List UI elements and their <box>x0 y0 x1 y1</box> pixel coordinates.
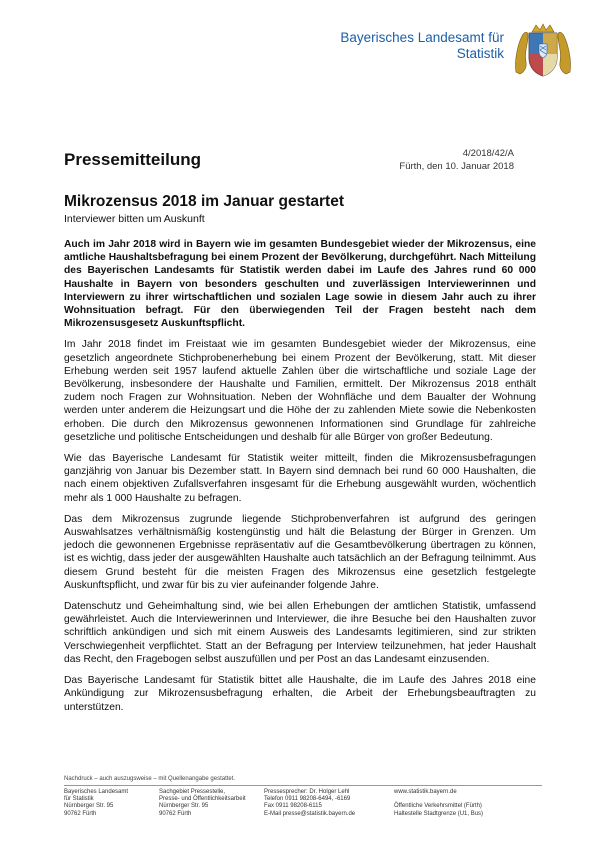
body-paragraph: Datenschutz und Geheimhaltung sind, wie bei allen Erhebungen der amtlichen Statistik, umfassend gewährleistet. Auch die Interviewerinnen und Interviewer, die ihre Besuche bei den Haushalten zuvor schriftlich ankündigen und sich mit einem Ausweis des Landesamts legitimieren, sind zur strikten Verschwiegenheit verpflichtet. Statt an der Befragung per Interview teilzunehmen, hat jeder Haushalt das Recht, den Fragebogen selbst auszufüllen und per Post an das Landesamt einzusenden. <box>64 601 536 665</box>
reprint-note: Nachdruck – auch auszugsweise – mit Quellenangabe gestattet. <box>64 776 236 782</box>
footer <box>64 785 542 818</box>
footer-line: Fax 0911 98208-6115 <box>264 803 322 810</box>
footer-line: Pressesprecher: Dr. Holger Lehl <box>264 789 350 795</box>
agency-name-line2: Statistik <box>456 46 504 61</box>
coat-of-arms-logo <box>512 22 574 78</box>
subtitle: Interviewer bitten um Auskunft <box>64 213 205 225</box>
release-place-date: Fürth, den 10. Januar 2018 <box>399 161 514 172</box>
footer-line: Öffentliche Verkehrsmittel (Fürth) <box>394 803 482 810</box>
footer-line: 90762 Fürth <box>159 810 192 817</box>
agency-name <box>340 30 504 62</box>
footer-line: Nürnberger Str. 95 <box>64 803 114 810</box>
footer-line: 90762 Fürth <box>64 810 97 817</box>
footer-line: Telefon 0911 98208-6494, -6169 <box>264 796 351 803</box>
body-paragraph: Das dem Mikrozensus zugrunde liegende Stichprobenverfahren ist aufgrund des geringen Auswahlsatzes verhältnismäßig kostengünstig und hält die Belastung der Bürger in Grenzen. Um jedoch die gewonnenen Ergebnisse repräsentativ auf die Gesamtbevölkerung übertragen zu können, ist es wichtig, dass jeder der ausgewählten Haushalte auch tatsächlich an der Befragung teilnimmt. Aus diesem Grund besteht für die meisten Fragen des Mikrozensus eine gesetzlich festgelegte Auskunftspflicht, und zwar für bis zu vier aufeinander folgende Jahre. <box>64 513 536 591</box>
footer-web-transport <box>394 789 542 818</box>
body-paragraph: Das Bayerische Landesamt für Statistik bittet alle Haushalte, die im Laufe des Jahres 2018 eine Ankündigung zur Mikrozensusbefragung erhalten, die Arbeit der Erhebungsbeauftragten zu unterstützen. <box>64 675 536 713</box>
footer-website-link[interactable]: www.statistik.bayern.de <box>394 789 457 795</box>
release-meta <box>399 147 514 173</box>
footer-line: E-Mail presse@statistik.bayern.de <box>264 810 356 817</box>
body-paragraph: Wie das Bayerische Landesamt für Statistik weiter mitteilt, finden die Mikrozensusbefragungen ganzjährig von Januar bis Dezember statt. In Bayern sind demnach bei rund 60 000 Haushalten, die nach einem objektiven Zufallsverfahren insgesamt für die Erhebung ausgewählt wurden, wöchentlich mehr als 1 000 Haushalte zu befragen. <box>64 453 536 504</box>
footer-contact <box>264 789 394 818</box>
release-number: 4/2018/42/A <box>462 148 514 159</box>
footer-line: Haltestelle Stadtgrenze (U1, Bus) <box>394 810 484 817</box>
agency-name-line1: Bayerisches Landesamt für <box>340 30 504 45</box>
page-title: Pressemitteilung <box>64 150 201 169</box>
footer-line: Nürnberger Str. 95 <box>159 803 209 810</box>
article-body <box>64 238 536 714</box>
headline: Mikrozensus 2018 im Januar gestartet <box>64 193 344 210</box>
body-paragraph: Im Jahr 2018 findet im Freistaat wie im gesamten Bundesgebiet wieder der Mikrozensus, eine gesetzlich angeordnete Stichprobenerhebung bei einem Prozent der Bevölkerung, statt. Mit dieser Erhebung werden seit 1957 laufend aktuelle Zahlen über die wirtschaftliche und soziale Lage der Bevölkerung, insbesondere der Haushalte und Familien, ermittelt. Der Mikrozensus 2018 enthält zudem noch Fragen zur Wohnsituation. Neben der Wohnfläche und dem Baualter der Wohnung werden unter anderem die Heizungsart und die Höhe der zu zahlenden Miete sowie die Nebenkosten erhoben. Die durch den Mikrozensus gewonnenen Informationen sind Grundlage für zahlreiche gesetzliche und politische Entscheidungen und deshalb für alle Bürger von großer Bedeutung. <box>64 339 536 443</box>
footer-line: Sachgebiet Pressestelle, <box>159 789 226 795</box>
footer-line: für Statistik <box>64 796 94 803</box>
footer-address <box>64 789 159 818</box>
footer-line: Presse- und Öffentlichkeitsarbeit <box>159 796 246 803</box>
lead-paragraph: Auch im Jahr 2018 wird in Bayern wie im gesamten Bundesgebiet wieder der Mikrozensus, eine amtliche Haushaltsbefragung bei einem Prozent der Bevölkerung, durchgeführt. Nach Mitteilung des Bayerischen Landesamts für Statistik werden dabei im Laufe des Jahres rund 60 000 Haushalte in Bayern von besonders geschulten und zuverlässigen Interviewerinnen und Interviewern zu ihrer wirtschaftlichen und sozialen Lage sowie in diesem Jahr auch zu ihrer Wohnsituation befragt. Für den überwiegenden Teil der Fragen besteht nach dem Mikrozensusgesetz Auskunftspflicht. <box>64 239 536 330</box>
footer-line: Bayerisches Landesamt <box>64 789 129 795</box>
footer-press-office <box>159 789 264 818</box>
